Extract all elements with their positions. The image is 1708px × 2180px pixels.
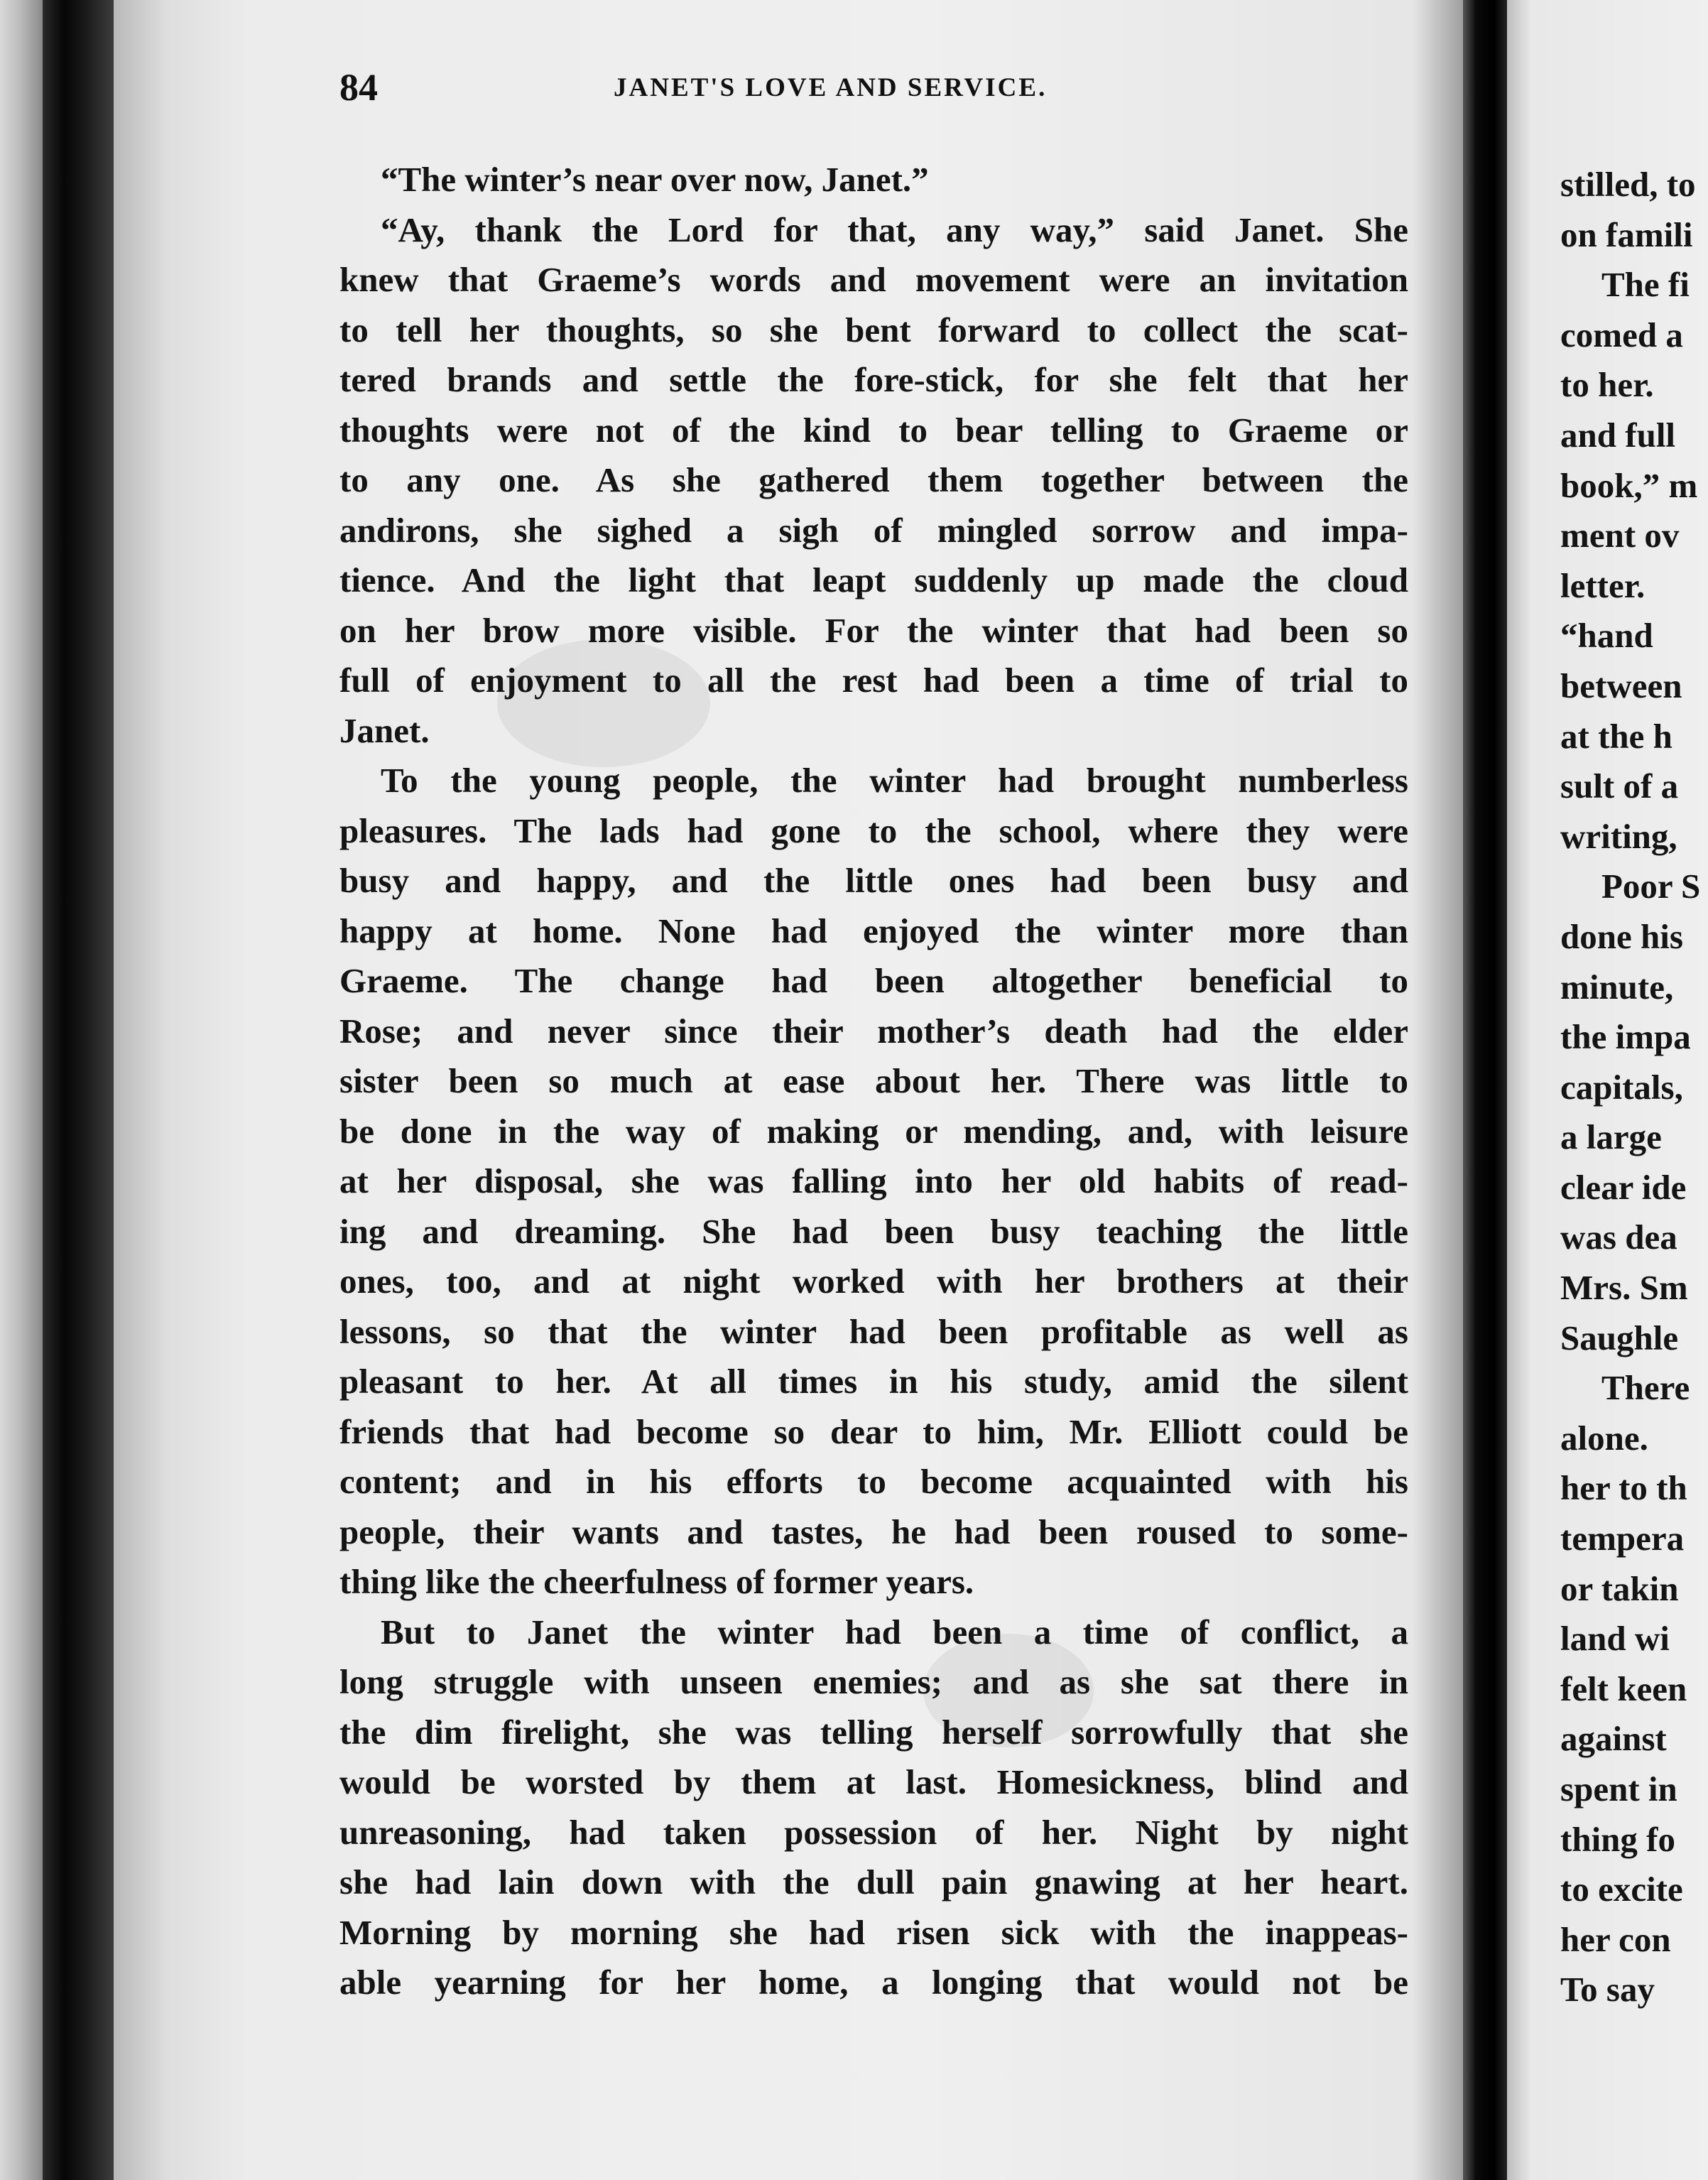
text-line: There <box>1601 1368 1690 1408</box>
text-line: and full <box>1560 415 1676 455</box>
text-line: lessons, so that the winter had been profitable as well as <box>339 1311 1408 1351</box>
text-line: Rose; and never since their mother’s death had the elder <box>339 1011 1408 1051</box>
book-binding <box>43 0 114 2180</box>
text-line: sult of a <box>1560 766 1679 806</box>
text-line: was dea <box>1560 1218 1677 1257</box>
text-line: thing fo <box>1560 1819 1676 1859</box>
text-line: Morning by morning she had risen sick with the inappeas- <box>339 1912 1408 1952</box>
text-line: ones, too, and at night worked with her brothers at their <box>339 1262 1408 1301</box>
text-line: andirons, she sighed a sigh of mingled sorrow and impa- <box>339 510 1408 550</box>
text-line: the impa <box>1560 1017 1691 1057</box>
text-line: land wi <box>1560 1619 1670 1659</box>
text-line: unreasoning, had taken possession of her. Night by night <box>339 1812 1408 1852</box>
text-line: Saughle <box>1560 1318 1679 1357</box>
page-gutter <box>1463 0 1507 2180</box>
text-line: happy at home. None had enjoyed the winter more than <box>339 911 1408 950</box>
text-line: at the h <box>1560 716 1672 756</box>
text-line: The fi <box>1601 265 1690 305</box>
text-line: book,” m <box>1560 465 1698 505</box>
text-line: felt keen <box>1560 1669 1687 1708</box>
text-line: letter. <box>1560 565 1646 605</box>
text-line: content; and in his efforts to become acquainted with his <box>339 1462 1408 1501</box>
text-line: clear ide <box>1560 1167 1687 1207</box>
text-line: Poor S <box>1601 867 1701 906</box>
text-line: capitals, <box>1560 1067 1683 1107</box>
text-line: Janet. <box>339 710 430 750</box>
text-line: on famili <box>1560 215 1693 254</box>
text-line: between <box>1560 666 1682 705</box>
text-line: against <box>1560 1719 1667 1759</box>
text-line: sister been so much at ease about her. There was little to <box>339 1061 1408 1100</box>
text-line: the dim firelight, she was telling herself sorrowfully that she <box>339 1712 1408 1752</box>
text-line: done his <box>1560 916 1683 956</box>
text-line: on her brow more visible. For the winter that had been so <box>339 610 1408 650</box>
main-page-body-text <box>339 155 1408 2008</box>
text-line: friends that had become so dear to him, Mr. Elliott could be <box>339 1411 1408 1451</box>
text-line: she had lain down with the dull pain gnawing at her heart. <box>339 1862 1408 1902</box>
text-line: ment ov <box>1560 516 1680 555</box>
text-line: her to th <box>1560 1468 1687 1508</box>
text-line: to excite <box>1560 1870 1683 1909</box>
page-number: 84 <box>339 66 378 109</box>
running-header <box>339 65 1408 108</box>
previous-pages-edge <box>0 0 43 2180</box>
text-line: her con <box>1560 1919 1671 1959</box>
text-line: ing and dreaming. She had been busy teaching the little <box>339 1211 1408 1251</box>
text-line: “hand <box>1560 616 1653 656</box>
text-line: pleasures. The lads had gone to the school, where they were <box>339 810 1408 850</box>
text-line: busy and happy, and the little ones had been busy and <box>339 861 1408 900</box>
text-line: thoughts were not of the kind to bear telling to Graeme or <box>339 410 1408 450</box>
text-line: “The winter’s near over now, Janet.” <box>381 160 929 199</box>
facing-page-text-fragment <box>1560 160 1708 2015</box>
text-line: long struggle with unseen enemies; and as she sat there in <box>339 1662 1408 1701</box>
text-line: people, their wants and tastes, he had been roused to some- <box>339 1512 1408 1551</box>
text-line: or takin <box>1560 1568 1679 1608</box>
text-line: able yearning for her home, a longing that would not be <box>339 1963 1408 2002</box>
text-line: minute, <box>1560 967 1674 1007</box>
text-line: thing like the cheerfulness of former years. <box>339 1562 974 1601</box>
text-line: tience. And the light that leapt suddenly up made the cloud <box>339 560 1408 600</box>
text-line: spent in <box>1560 1769 1677 1808</box>
text-line: writing, <box>1560 816 1677 856</box>
text-line: comed a <box>1560 315 1683 354</box>
text-line: tempera <box>1560 1519 1685 1558</box>
text-line: pleasant to her. At all times in his study, amid the silent <box>339 1362 1408 1401</box>
text-line: would be worsted by them at last. Homesickness, blind and <box>339 1762 1408 1801</box>
text-line: at her disposal, she was falling into her old habits of read- <box>339 1161 1408 1200</box>
text-line: alone. <box>1560 1418 1648 1458</box>
text-line: a large <box>1560 1117 1662 1157</box>
text-line: stilled, to <box>1560 165 1696 204</box>
text-line: Mrs. Sm <box>1560 1268 1688 1308</box>
running-title: JANET'S LOVE AND SERVICE. <box>614 73 1048 102</box>
text-line: tered brands and settle the fore-stick, for she felt that her <box>339 360 1408 399</box>
text-line: full of enjoyment to all the rest had been a time of trial to <box>339 661 1408 700</box>
text-line: to tell her thoughts, so she bent forward to collect the scat- <box>339 310 1408 349</box>
text-line: To the young people, the winter had brought numberless <box>381 761 1408 800</box>
text-line: To say <box>1560 1970 1655 2010</box>
text-line: Graeme. The change had been altogether beneficial to <box>339 961 1408 1000</box>
text-line: “Ay, thank the Lord for that, any way,” said Janet. She <box>381 210 1408 249</box>
text-line: But to Janet the winter had been a time of conflict, a <box>381 1612 1408 1652</box>
text-line: knew that Graeme’s words and movement were an invitation <box>339 260 1408 299</box>
text-line: to any one. As she gathered them together between the <box>339 460 1408 499</box>
text-line: be done in the way of making or mending, and, with leisure <box>339 1111 1408 1151</box>
text-line: to her. <box>1560 365 1654 405</box>
